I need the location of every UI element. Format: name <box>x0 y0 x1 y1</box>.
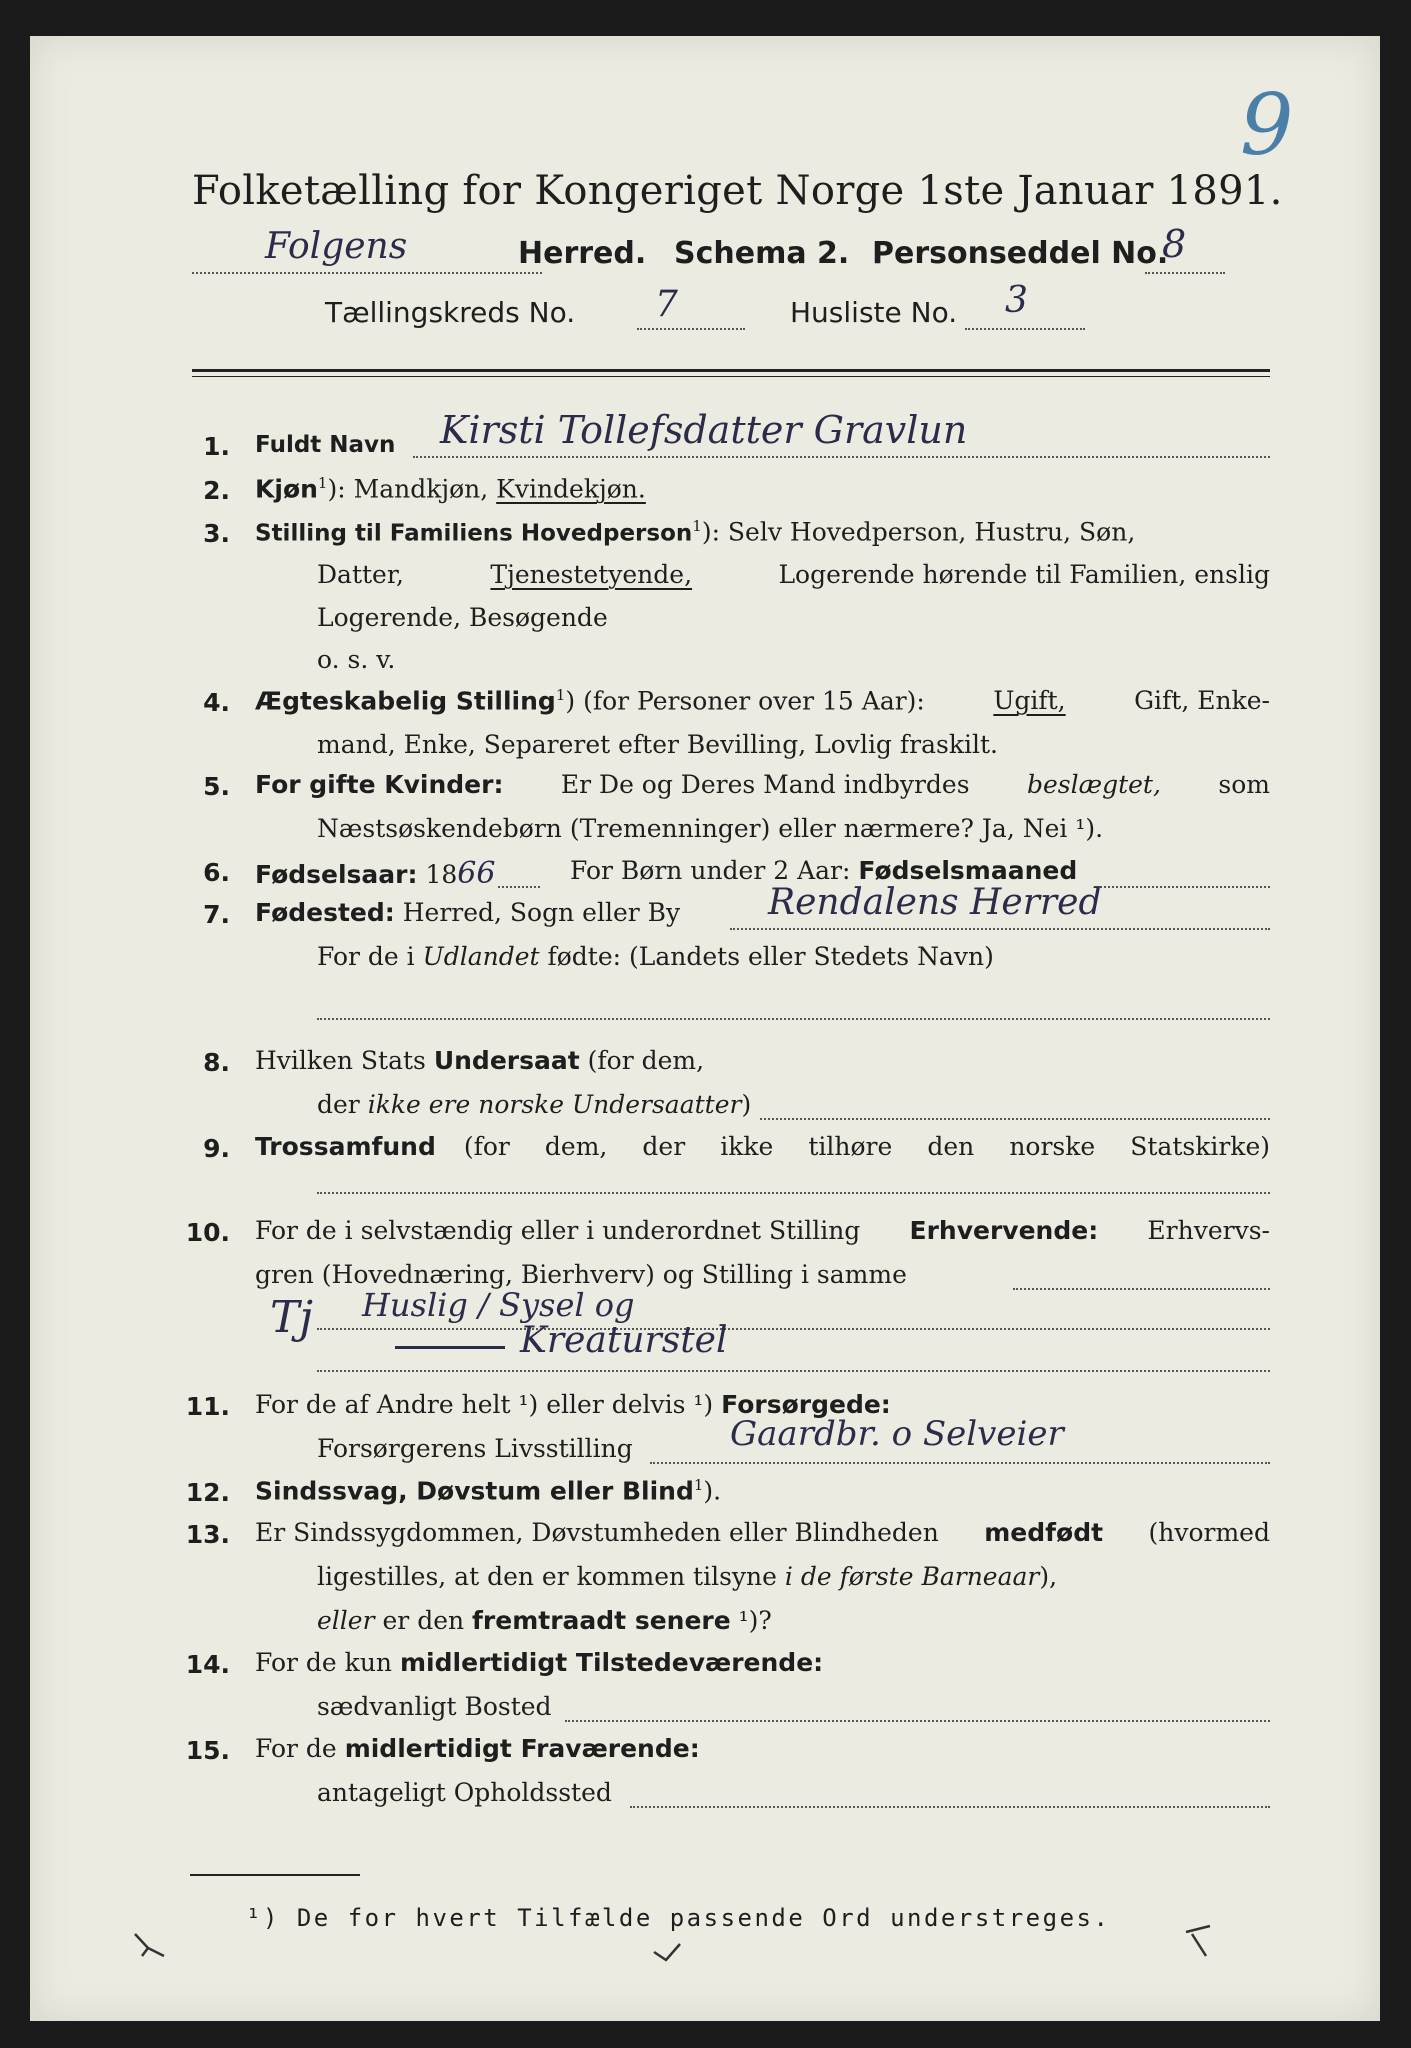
q12-rest: ). <box>703 1476 722 1506</box>
form-title: Folketælling for Kongeriget Norge 1ste Januar 1891. <box>192 168 1283 214</box>
q12-line <box>255 1476 721 1505</box>
q14-line1-b: midlertidigt Tilstedeværende: <box>399 1648 824 1677</box>
q5-number: 5. <box>203 772 230 801</box>
q5-line2: Næstsøskendebørn (Tremenninger) eller nærmere? Ja, Nei ¹). <box>317 814 1104 843</box>
q12-number: 12. <box>185 1478 230 1507</box>
q5-label: For gifte Kvinder: <box>255 770 504 799</box>
schema-label: Schema 2. <box>674 236 850 271</box>
q13-number: 13. <box>185 1520 230 1549</box>
q14-line2: sædvanligt Bosted <box>317 1692 552 1721</box>
q10-number: 10. <box>185 1218 230 1247</box>
q11-dots <box>650 1462 1270 1464</box>
q3-number: 3. <box>203 519 230 548</box>
q4-label: Ægteskabelig Stilling <box>255 686 556 716</box>
q13-line2-c: ), <box>1039 1562 1058 1591</box>
q7-dots <box>730 928 1270 930</box>
q6-rest-b: Fødselsmaaned <box>858 856 1078 885</box>
q10-line2: gren (Hovednæring, Bierhverv) og Stilling i samme <box>255 1260 907 1289</box>
q2-label: Kjøn <box>255 474 318 504</box>
q3-line1 <box>255 517 1135 546</box>
q15-line2: antageligt Opholdssted <box>317 1778 612 1807</box>
husliste-label: Husliste No. <box>790 296 958 329</box>
q5-line1 <box>255 770 1270 799</box>
q4-line1-c: Gift, Enke- <box>1134 686 1270 715</box>
q5-line1-b: beslægtet, <box>1026 770 1161 799</box>
q9-dots <box>317 1192 1270 1194</box>
q1-number: 1. <box>203 432 230 461</box>
q6-line <box>255 856 495 891</box>
q5-line1-a: Er De og Deres Mand indbyrdes <box>560 770 970 799</box>
q13-line1-b: medfødt <box>984 1518 1104 1547</box>
q4-line1-a: ) (for Personer over 15 Aar): <box>565 686 925 716</box>
q6-year: 66 <box>457 856 496 891</box>
census-form <box>30 36 1380 2021</box>
q2-sup: 1 <box>317 474 328 492</box>
q10-dots-3 <box>317 1370 1270 1372</box>
q13-line3-a: eller <box>317 1606 375 1635</box>
q15-dots <box>630 1806 1270 1808</box>
q7-line2 <box>317 942 994 971</box>
q13-line3-d: ¹)? <box>738 1606 772 1635</box>
q6-label: Fødselsaar: <box>255 860 418 889</box>
q8-line2-c: ) <box>741 1090 752 1119</box>
q7-label: Fødested: <box>255 898 395 927</box>
stray-mark-right <box>1180 1922 1224 1962</box>
q7-line2-a: For de i <box>317 942 415 971</box>
personseddel-dots <box>1145 272 1225 274</box>
q7-number: 7. <box>203 900 230 929</box>
q6-year-dots <box>498 886 540 888</box>
q15-line1-b: midlertidigt Fraværende: <box>344 1734 700 1763</box>
herred-dots <box>192 272 542 274</box>
q8-line2-a: der <box>317 1090 360 1119</box>
q7-line2-b: Udlandet <box>422 942 540 971</box>
stray-mark-mid <box>650 1938 686 1968</box>
q10-line1 <box>255 1216 1270 1245</box>
q6-rest <box>570 856 1077 885</box>
q10-answer-2: Kreaturstel <box>520 1320 728 1361</box>
q3-datter: Datter, <box>317 560 404 589</box>
q10-dots-2 <box>317 1328 1270 1330</box>
q13-line1-c: (hvormed <box>1148 1518 1270 1547</box>
q6-month-dots <box>1100 886 1270 888</box>
q12-sup: 1 <box>693 1476 704 1494</box>
q11-line2: Forsørgerens Livsstilling <box>317 1434 633 1463</box>
q1-dots <box>413 456 1270 458</box>
q14-line1 <box>255 1648 823 1677</box>
kreds-value: 7 <box>655 284 678 325</box>
q13-line2-b: i de første Barneaar <box>784 1562 1040 1591</box>
q10-answer-1: Huslig / Sysel og <box>362 1286 635 1324</box>
stray-mark-left <box>130 1926 170 1966</box>
q2-options: ): Mandkjøn, <box>327 474 489 504</box>
q3-line2 <box>317 560 1270 589</box>
q8-line2-b: ikke ere norske Undersaatter <box>367 1090 742 1119</box>
q6-number: 6. <box>203 858 230 887</box>
q4-selected: Ugift, <box>993 686 1066 715</box>
q7-dots-2 <box>317 1018 1270 1020</box>
q13-line3-c: fremtraadt senere <box>472 1606 731 1635</box>
q13-line1-a: Er Sindssygdommen, Døvstumheden eller Blindheden <box>255 1518 939 1547</box>
husliste-dots <box>965 328 1085 330</box>
header-rule <box>192 369 1270 372</box>
header-rule-thin <box>192 376 1270 377</box>
q3-label: Stilling til Familiens Hovedperson <box>255 520 693 547</box>
q8-dots <box>760 1118 1270 1120</box>
q11-number: 11. <box>185 1392 230 1421</box>
q9-number: 9. <box>203 1134 230 1163</box>
q1-label: Fuldt Navn <box>255 432 396 458</box>
q7-line1 <box>255 898 680 927</box>
q8-line1-a: Hvilken Stats <box>255 1046 426 1075</box>
q10-mark: Tj <box>270 1292 313 1343</box>
q1-answer: Kirsti Tollefsdatter Gravlun <box>440 408 968 452</box>
q14-dots <box>565 1720 1270 1722</box>
q9-text: (for dem, der ikke tilhøre den norske Statskirke) <box>463 1132 1270 1161</box>
personseddel-label: Personseddel No. <box>872 236 1169 271</box>
footnote-rule <box>190 1874 360 1876</box>
q13-line3 <box>317 1606 772 1635</box>
q8-line1-c: (for dem, <box>587 1046 705 1075</box>
q10-line1-a: For de i selvstændig eller i underordnet Stilling <box>255 1216 861 1245</box>
q8-line1-b: Undersaat <box>433 1046 580 1075</box>
q3-sup: 1 <box>692 517 702 535</box>
q15-number: 15. <box>185 1736 230 1765</box>
husliste-value: 3 <box>1005 280 1028 321</box>
q2-selected: Kvindekjøn. <box>496 474 646 504</box>
q4-line1 <box>255 686 1270 715</box>
q11-answer: Gaardbr. o Selveier <box>730 1414 1064 1454</box>
q10-strike <box>395 1346 505 1349</box>
q6-rest-a: For Børn under 2 Aar: <box>570 856 851 885</box>
q10-line1-b: Erhvervende: <box>909 1216 1099 1245</box>
q9-line <box>255 1132 1270 1161</box>
q15-line1-a: For de <box>255 1734 337 1763</box>
herred-label: Herred. <box>518 236 647 271</box>
q8-line2 <box>317 1090 751 1119</box>
q9-label: Trossamfund <box>255 1132 436 1161</box>
q2-number: 2. <box>203 476 230 505</box>
q3-selected: Tjenestetyende, <box>490 560 693 589</box>
q15-line1 <box>255 1734 700 1763</box>
q8-line1 <box>255 1046 704 1075</box>
q13-line2 <box>317 1562 1057 1591</box>
q13-line1 <box>255 1518 1270 1547</box>
personseddel-value: 8 <box>1162 222 1187 266</box>
q4-sup: 1 <box>555 686 566 704</box>
q10-line1-c: Erhvervs- <box>1147 1216 1270 1245</box>
q7-answer: Rendalens Herred <box>768 882 1102 923</box>
q3-line4: o. s. v. <box>317 645 396 674</box>
q2-text <box>255 474 646 503</box>
q11-line1-a: For de af Andre helt ¹) eller delvis ¹) <box>255 1390 714 1419</box>
q8-number: 8. <box>203 1048 230 1077</box>
herred-value: Folgens <box>265 226 408 267</box>
q4-line2: mand, Enke, Separeret efter Bevilling, Lovlig fraskilt. <box>317 730 998 759</box>
q7-line1-text: Herred, Sogn eller By <box>402 898 681 927</box>
q14-line1-a: For de kun <box>255 1648 393 1677</box>
corner-mark: 9 <box>1240 76 1294 174</box>
q14-number: 14. <box>185 1650 230 1679</box>
q10-dots-1 <box>1013 1288 1270 1290</box>
footnote: ¹) De for hvert Tilfælde passende Ord understreges. <box>246 1904 1111 1932</box>
q13-line2-a: ligestilles, at den er kommen tilsyne <box>317 1562 777 1591</box>
q6-prefix: 18 <box>425 860 458 889</box>
q5-line1-c: som <box>1218 770 1270 799</box>
q3-line2-rest: Logerende hørende til Familien, enslig <box>778 560 1270 589</box>
q7-line2-c: fødte: (Landets eller Stedets Navn) <box>547 942 994 971</box>
q3-line1-rest: ): Selv Hovedperson, Hustru, Søn, <box>701 517 1136 547</box>
q12-label: Sindssvag, Døvstum eller Blind <box>255 1476 694 1506</box>
q11-line1-b: Forsørgede: <box>721 1390 891 1419</box>
kreds-label: Tællingskreds No. <box>325 296 576 329</box>
q3-line3: Logerende, Besøgende <box>317 603 608 632</box>
q13-line3-b: er den <box>382 1606 465 1635</box>
kreds-dots <box>637 328 745 330</box>
q4-number: 4. <box>203 688 230 717</box>
